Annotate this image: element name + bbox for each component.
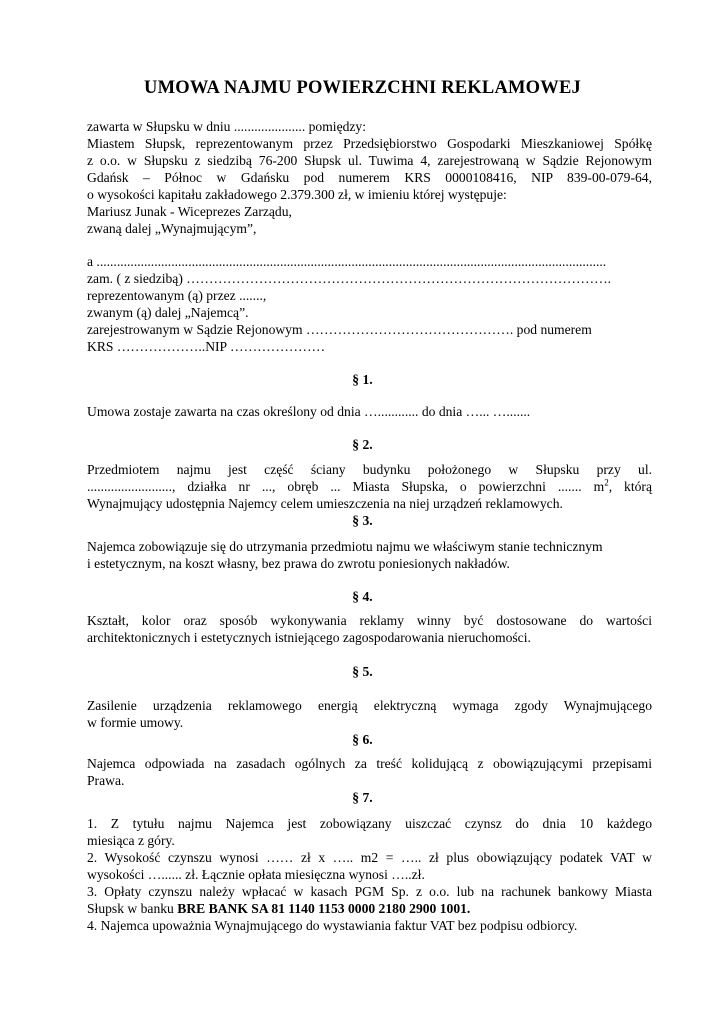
intro-line-2: Miastem Słupsk, reprezentowanym przez Przedsiębiorstwo Gospodarki Mieszkaniowej Spółkę (87, 136, 652, 151)
section-2-line-2-tail: , którą (608, 479, 652, 494)
section-7-bank-label: Słupsk w banku (87, 901, 178, 916)
section-7-line-3: 2. Wysokość czynszu wynosi …… zł x ….. m2 = ….. zł plus obowiązujący podatek VAT w (87, 850, 652, 865)
section-1-line-1: Umowa zostaje zawarta na czas określony od dnia …............ do dnia …... …....... (87, 404, 531, 419)
section-7-line-7: 4. Najemca upoważnia Wynajmującego do wystawiania faktur VAT bez podpisu odbiorcy. (87, 918, 578, 933)
section-5-line-1: Zasilenie urządzenia reklamowego energią elektryczną wymaga zgody Wynajmującego (87, 698, 652, 713)
section-2-line-2 (87, 478, 652, 495)
section-7-heading: § 7. (352, 790, 373, 805)
section-6-heading: § 6. (352, 732, 373, 747)
section-7-line-5: 3. Opłaty czynszu należy wpłacać w kasach PGM Sp. z o.o. lub na rachunek bankowy Miasta (87, 884, 652, 899)
section-3-heading: § 3. (352, 513, 373, 528)
section-3-line-1: Najemca zobowiązuje się do utrzymania przedmiotu najmu we właściwym stanie technicznym (87, 539, 603, 554)
section-4-line-2: architektonicznych i estetycznych istniejącego zagospodarowania nieruchomości. (87, 630, 531, 645)
intro-line-6: Mariusz Junak - Wiceprezes Zarządu, (87, 204, 292, 219)
section-6-line-2: Prawa. (87, 773, 125, 788)
section-4-line-1: Kształt, kolor oraz sposób wykonywania reklamy winny być dostosowane do wartości (87, 613, 652, 628)
section-4-heading: § 4. (352, 589, 373, 604)
section-7-line-4: wysokości …...... zł. Łącznie opłata miesięczna wynosi …..zł. (87, 867, 425, 882)
section-2-line-3: Wynajmujący udostępnia Najemcy celem umieszczenia na niej urządzeń reklamowych. (87, 496, 563, 511)
intro-line-3: z o.o. w Słupsku z siedzibą 76-200 Słupsk ul. Tuwima 4, zarejestrowaną w Sądzie Rejonowym (87, 153, 652, 168)
section-6-line-1: Najemca odpowiada na zasadach ogólnych za treść kolidującą z obowiązującymi przepisami (87, 756, 652, 771)
section-3-line-2: i estetycznym, na koszt własny, bez prawa do zwrotu poniesionych nakładów. (87, 556, 510, 571)
section-1-heading: § 1. (352, 372, 373, 387)
section-5-line-2: w formie umowy. (87, 715, 184, 730)
section-5-heading: § 5. (352, 664, 373, 679)
section-7-line-1: 1. Z tytułu najmu Najemca jest zobowiązany uiszczać czynsz do dnia 10 każdego (87, 816, 652, 831)
section-7-line-2: miesiąca z góry. (87, 833, 175, 848)
section-2-square-superscript: 2 (604, 477, 609, 488)
party-line-1: a ...................................................................................................................................................... (87, 254, 607, 269)
section-2-line-1: Przedmiotem najmu jest część ściany budynku położonego w Słupsku przy ul. (87, 462, 652, 477)
party-line-5: zarejestrowanym w Sądzie Rejonowym ………………………………………. pod numerem (87, 322, 592, 337)
party-line-2: zam. ( z siedzibą) …………………………………………………………………………………. (87, 271, 612, 286)
section-2-heading: § 2. (352, 437, 373, 452)
document-title: UMOWA NAJMU POWIERZCHNI REKLAMOWEJ (144, 78, 581, 98)
section-2-line-2-text: ........................., działka nr ..., obręb ... Miasta Słupska, o powierzchni ....... m (87, 479, 605, 494)
party-line-6: KRS ………………..NIP ………………… (87, 339, 326, 354)
intro-line-5: o wysokości kapitału zakładowego 2.379.300 zł, w imieniu której występuje: (87, 187, 507, 202)
section-7-line-6 (87, 900, 652, 917)
intro-line-1: zawarta w Słupsku w dniu ..................... pomiędzy: (87, 119, 367, 134)
section-7-bank-account: BRE BANK SA 81 1140 1153 0000 2180 2900 1001. (177, 901, 471, 916)
party-line-4: zwanym (ą) dalej „Najemcą”. (87, 305, 249, 320)
party-line-3: reprezentowanym (ą) przez ......., (87, 288, 267, 303)
intro-line-4: Gdańsk – Północ w Gdańsku pod numerem KRS 0000108416, NIP 839-00-079-64, (87, 170, 652, 185)
intro-line-7: zwaną dalej „Wynajmującym”, (87, 221, 257, 236)
